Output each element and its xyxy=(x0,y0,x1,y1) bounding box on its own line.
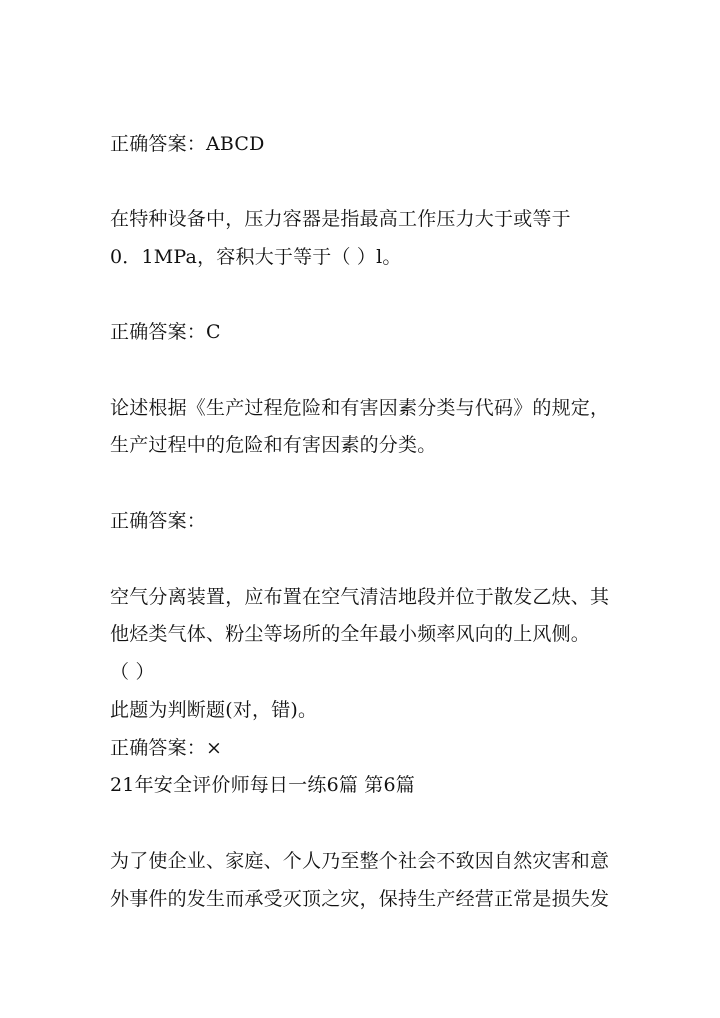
question-2-line-1: 在特种设备中，压力容器是指最高工作压力大于或等于 xyxy=(110,208,571,230)
question-4-type-note: 此题为判断题(对，错)。 xyxy=(110,699,318,721)
answer-2: 正确答案：C xyxy=(110,321,221,343)
question-4-line-2: 他烃类气体、粉尘等场所的全年最小频率风向的上风侧。 xyxy=(110,623,591,645)
question-3-line-1: 论述根据《生产过程危险和有害因素分类与代码》的规定， xyxy=(110,397,610,419)
answer-1: 正确答案：ABCD xyxy=(110,133,265,155)
question-4-line-1: 空气分离装置，应布置在空气清洁地段并位于散发乙炔、其 xyxy=(110,586,610,608)
answer-3: 正确答案： xyxy=(110,510,207,532)
section-heading: 21年安全评价师每日一练6篇 第6篇 xyxy=(110,774,415,796)
answer-4: 正确答案：× xyxy=(110,737,223,759)
question-2-line-2: 0．1MPa，容积大于等于（ ）l。 xyxy=(110,246,402,268)
question-5-line-2: 外事件的发生而承受灭顶之灾，保持生产经营正常是损失发 xyxy=(110,888,610,910)
question-5-line-1: 为了使企业、家庭、个人乃至整个社会不致因自然灾害和意 xyxy=(110,850,610,872)
question-3-line-2: 生产过程中的危险和有害因素的分类。 xyxy=(110,434,437,456)
question-4-line-3: （ ） xyxy=(110,661,155,683)
